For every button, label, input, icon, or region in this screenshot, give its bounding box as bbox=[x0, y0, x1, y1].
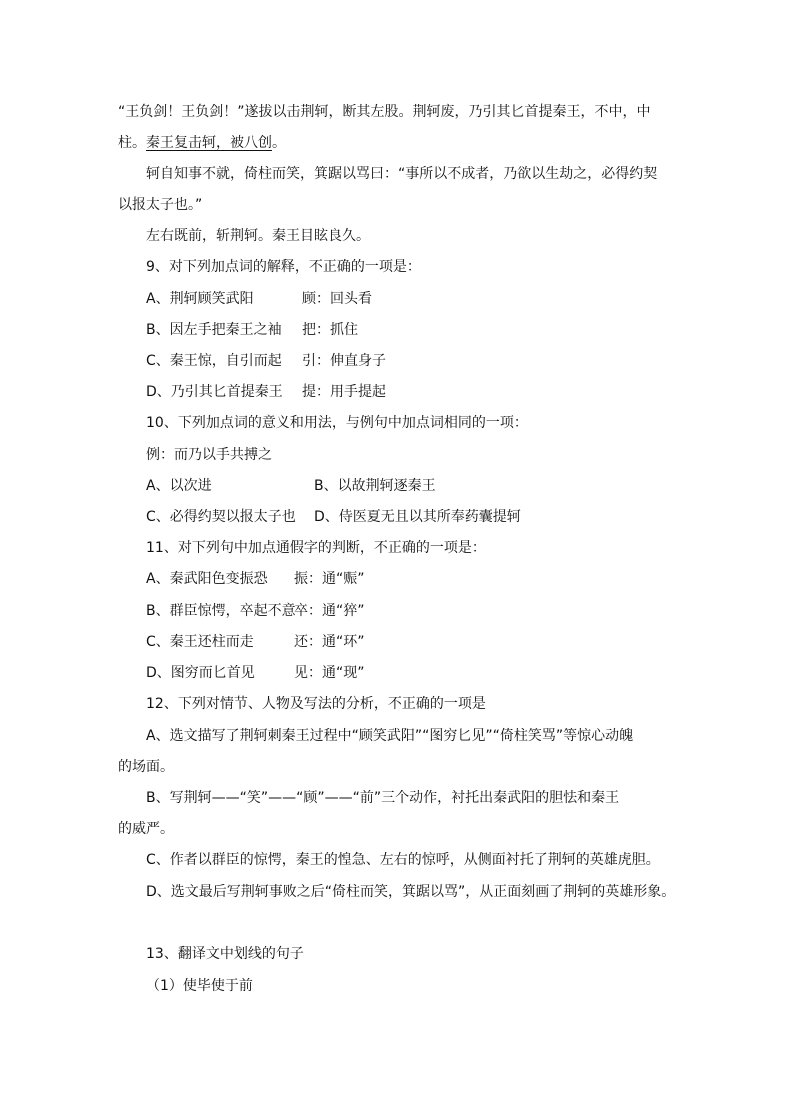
passage-paragraph-1-line-1: “王负剑！王负剑！”遂拔以击荆轲，断其左股。荆轲废，乃引其匕首提秦王，不中，中 bbox=[118, 104, 651, 120]
question-10-options-ab bbox=[146, 477, 436, 495]
question-10-option-b: B、以故荆轲逐秦王 bbox=[314, 478, 436, 494]
option-text: C、秦王惊，自引而起 bbox=[146, 353, 282, 369]
question-12-option-a-line-1: A、选文描写了荆轲刺秦王过程中“顾笑武阳”“图穷匕见”“倚柱笑骂”等惊心动魄 bbox=[146, 728, 634, 744]
question-11-option-c bbox=[146, 633, 365, 651]
question-11-option-d bbox=[146, 664, 365, 682]
passage-text: 。 bbox=[272, 135, 286, 151]
option-gloss: 把：抓住 bbox=[302, 322, 358, 338]
passage-text: 柱。 bbox=[118, 135, 146, 151]
option-gloss: 还：通“环” bbox=[294, 634, 365, 650]
question-9-option-d bbox=[146, 383, 386, 401]
question-9-stem: 9、对下列加点词的解释，不正确的一项是： bbox=[146, 259, 421, 275]
option-text: B、因左手把秦王之袖 bbox=[146, 322, 282, 338]
option-gloss: 引：伸直身子 bbox=[302, 353, 386, 369]
option-gloss: 顾：回头看 bbox=[302, 291, 372, 307]
question-12-option-a-line-2: 的场面。 bbox=[118, 759, 174, 775]
question-12-option-b-line-1: B、写荆轲——“笑”——“顾”——“前”三个动作，衬托出秦武阳的胆怯和秦王 bbox=[146, 790, 620, 806]
passage-paragraph-3: 左右既前，斩荆轲。秦王目眩良久。 bbox=[146, 228, 370, 244]
option-gloss: 卒：通“猝” bbox=[294, 603, 365, 619]
question-11-stem: 11、对下列句中加点通假字的判断，不正确的一项是： bbox=[146, 540, 486, 556]
option-gloss: 见：通“现” bbox=[294, 665, 365, 681]
option-text: D、乃引其匕首提秦王 bbox=[146, 384, 283, 400]
question-10-options-cd bbox=[146, 508, 521, 526]
question-10-option-a: A、以次进 bbox=[146, 478, 212, 494]
question-9-option-c bbox=[146, 352, 386, 370]
question-11-option-a bbox=[146, 570, 365, 588]
option-gloss: 振：通“赈” bbox=[294, 571, 365, 587]
option-text: A、秦武阳色变振恐 bbox=[146, 571, 268, 587]
question-12-stem: 12、下列对情节、人物及写法的分析，不正确的一项是 bbox=[146, 696, 486, 712]
passage-paragraph-2-line-1: 轲自知事不就，倚柱而笑，箕踞以骂曰：“事所以不成者，乃欲以生劫之，必得约契 bbox=[146, 166, 658, 182]
question-10-option-d: D、侍医夏无且以其所奉药囊提轲 bbox=[314, 509, 521, 525]
question-10-example: 例：而乃以手共搏之 bbox=[146, 447, 272, 463]
question-12-option-d: D、选文最后写荆轲事败之后“倚柱而笑，箕踞以骂”，从正面刻画了荆轲的英雄形象。 bbox=[146, 884, 676, 900]
question-10-option-c: C、必得约契以报太子也 bbox=[146, 509, 296, 525]
question-13-stem: 13、翻译文中划线的句子 bbox=[146, 946, 304, 962]
question-9-option-a bbox=[146, 290, 372, 308]
passage-paragraph-2-line-2: 以报太子也。” bbox=[118, 197, 203, 213]
option-text: C、秦王还柱而走 bbox=[146, 634, 254, 650]
question-11-option-b bbox=[146, 602, 365, 620]
question-12-option-b-line-2: 的威严。 bbox=[118, 821, 174, 837]
option-text: A、荆轲顾笑武阳 bbox=[146, 291, 254, 307]
question-13-item-1: （1）使毕使于前 bbox=[146, 978, 253, 994]
option-text: B、群臣惊愕，卒起不意 bbox=[146, 603, 296, 619]
option-text: D、图穷而匕首见 bbox=[146, 665, 255, 681]
question-12-option-c: C、作者以群臣的惊愕，秦王的惶急、左右的惊呼，从侧面衬托了荆轲的英雄虎胆。 bbox=[146, 852, 660, 868]
question-10-stem: 10、下列加点词的意义和用法，与例句中加点词相同的一项： bbox=[146, 415, 528, 431]
underlined-sentence: 秦王复击轲，被八创 bbox=[146, 135, 272, 151]
question-9-option-b bbox=[146, 321, 358, 339]
option-gloss: 提：用手提起 bbox=[302, 384, 386, 400]
passage-paragraph-1-line-2 bbox=[118, 134, 286, 152]
